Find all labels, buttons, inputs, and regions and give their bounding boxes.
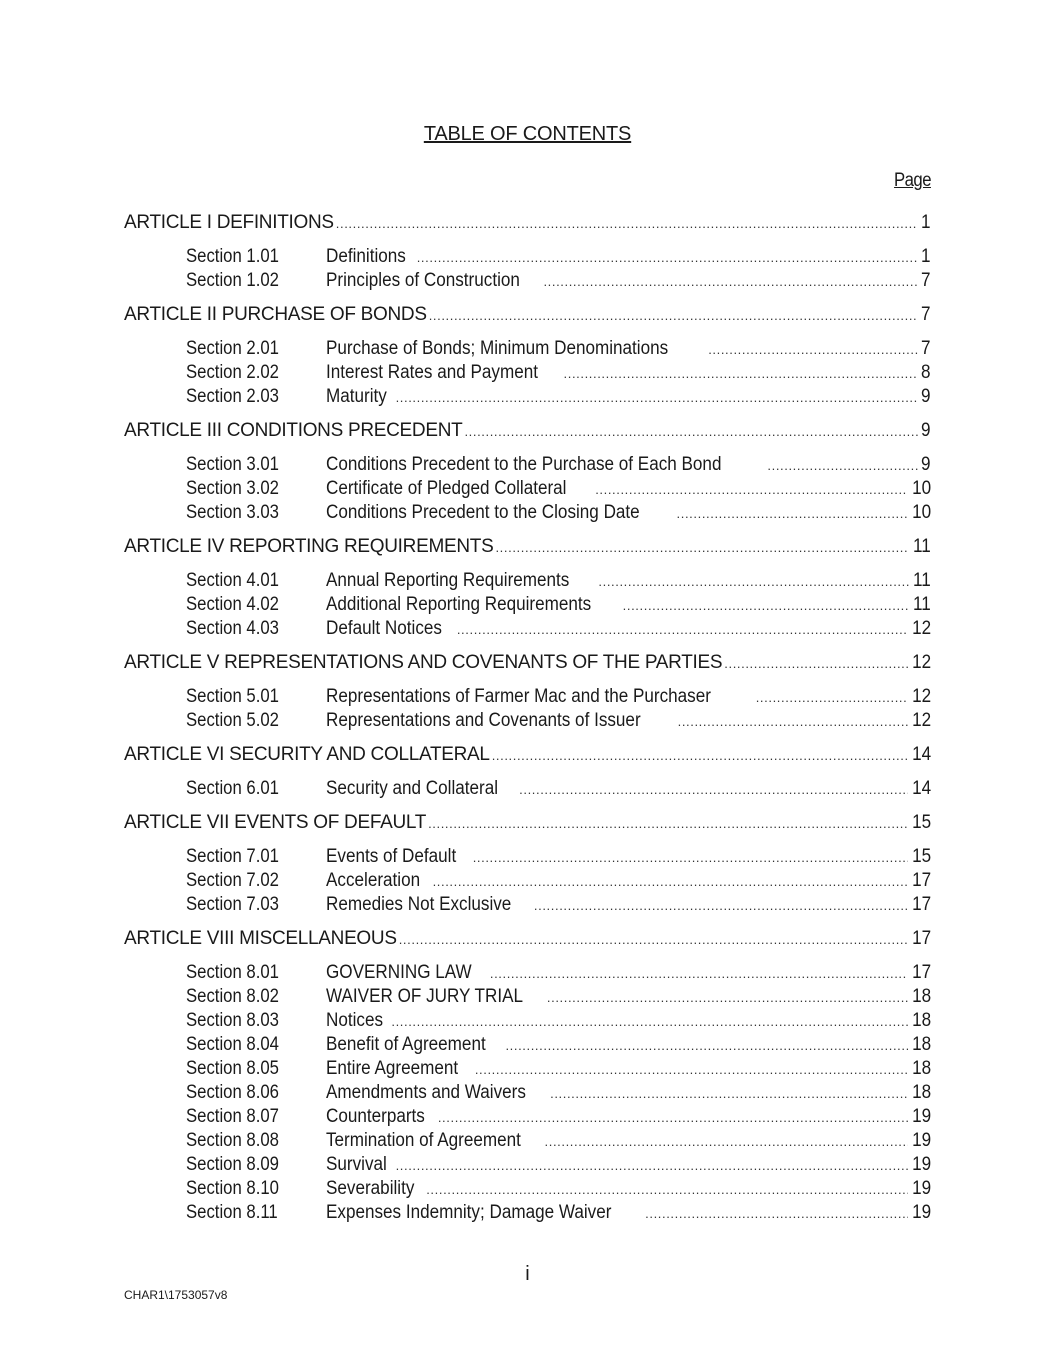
section-number: Section 2.03 [186,386,279,407]
dot-leader [464,424,918,439]
article-title: ARTICLE VII EVENTS OF DEFAULT [124,812,427,833]
article-page-number: 12 [911,652,931,673]
section-number: Section 8.11 [186,1202,278,1223]
page-number: i [525,1263,530,1285]
section-title: Default Notices [326,618,442,639]
dot-leader [490,966,908,981]
table-of-contents [124,212,931,1236]
toc-section-entry[interactable] [124,1178,931,1202]
article-title: ARTICLE II PURCHASE OF BONDS [124,304,427,325]
section-page-number: 18 [911,1010,931,1031]
section-number: Section 6.01 [186,778,279,799]
section-title: Conditions Precedent to the Purchase of Each Bond [326,454,722,475]
dot-leader [547,990,908,1005]
toc-article-entry[interactable] [124,420,931,444]
section-title: Security and Collateral [326,778,499,799]
toc-section-entry[interactable] [124,502,931,526]
section-title: Interest Rates and Payment [326,362,538,383]
section-page-number: 19 [911,1178,931,1199]
section-list [124,246,931,294]
toc-section-entry[interactable] [124,870,931,894]
section-title: Maturity [326,386,387,407]
section-number: Section 1.01 [186,246,279,267]
section-page-number: 18 [911,986,931,1007]
section-number: Section 8.09 [186,1154,279,1175]
dot-leader [429,308,919,323]
section-page-number: 9 [921,454,931,475]
section-number: Section 3.03 [186,502,279,523]
article-title: ARTICLE I DEFINITIONS [124,212,334,233]
toc-section-entry[interactable] [124,1202,931,1226]
section-title: Conditions Precedent to the Closing Date [326,502,640,523]
section-page-number: 9 [921,386,931,407]
section-number: Section 1.02 [186,270,279,291]
dot-leader [724,656,908,671]
section-title: Severability [326,1178,415,1199]
section-number: Section 8.04 [186,1034,279,1055]
section-number: Section 8.06 [186,1082,279,1103]
section-title: Termination of Agreement [326,1130,521,1151]
toc-article-entry[interactable] [124,928,931,952]
dot-leader [708,342,918,357]
article-page-number: 17 [911,928,931,949]
dot-leader [519,782,908,797]
section-number: Section 8.05 [186,1058,279,1079]
dot-leader [433,874,908,889]
section-page-number: 14 [911,778,931,799]
toc-section-entry[interactable] [124,846,931,870]
section-title: Acceleration [326,870,421,891]
toc-section-entry[interactable] [124,1130,931,1154]
toc-section-entry[interactable] [124,478,931,502]
section-page-number: 11 [913,570,931,591]
article-title: ARTICLE III CONDITIONS PRECEDENT [124,420,463,441]
toc-section-entry[interactable] [124,962,931,986]
section-number: Section 5.02 [186,710,279,731]
dot-leader [534,898,908,913]
dot-leader [543,274,918,289]
section-title: Survival [326,1154,387,1175]
section-number: Section 7.01 [186,846,279,867]
section-number: Section 3.02 [186,478,279,499]
section-list [124,454,931,526]
section-title: GOVERNING LAW [326,962,472,983]
section-title: Principles of Construction [326,270,520,291]
section-page-number: 18 [911,1082,931,1103]
dot-leader [473,850,908,865]
toc-section-entry[interactable] [124,986,931,1010]
article-page-number: 11 [913,536,931,557]
article-page-number: 9 [921,420,931,441]
toc-section-entry[interactable] [124,246,931,270]
section-title: Entire Agreement [326,1058,459,1079]
toc-section-entry[interactable] [124,338,931,362]
dot-leader [623,598,910,613]
section-title: Representations of Farmer Mac and the Purchaser [326,686,711,707]
dot-leader [396,390,919,405]
section-page-number: 18 [911,1058,931,1079]
dot-leader [677,506,908,521]
toc-section-entry[interactable] [124,618,931,642]
document-id: CHAR1\1753057v8 [124,1288,228,1302]
section-number: Section 2.02 [186,362,279,383]
article-title: ARTICLE V REPRESENTATIONS AND COVENANTS OF THE PARTIES [124,652,723,673]
dot-leader [399,932,908,947]
toc-title: TABLE OF CONTENTS [423,123,632,145]
section-list [124,962,931,1226]
dot-leader [767,458,918,473]
dot-leader [598,574,909,589]
section-page-number: 12 [911,618,931,639]
article-page-number: 14 [911,744,931,765]
section-page-number: 11 [913,594,931,615]
section-number: Section 5.01 [186,686,279,707]
section-page-number: 1 [921,246,931,267]
section-page-number: 10 [911,502,931,523]
dot-leader [475,1062,908,1077]
section-title: Annual Reporting Requirements [326,570,570,591]
toc-section-entry[interactable] [124,1154,931,1178]
section-number: Section 3.01 [186,454,279,475]
toc-section-entry[interactable] [124,710,931,734]
section-page-number: 19 [911,1106,931,1127]
article-page-number: 1 [921,212,931,233]
dot-leader [495,540,909,555]
section-title: Amendments and Waivers [326,1082,526,1103]
section-page-number: 19 [911,1130,931,1151]
toc-section-entry[interactable] [124,894,931,918]
section-list [124,846,931,918]
section-title: WAIVER OF JURY TRIAL [326,986,524,1007]
section-title: Certificate of Pledged Collateral [326,478,567,499]
section-number: Section 8.07 [186,1106,279,1127]
section-page-number: 17 [911,894,931,915]
dot-leader [426,1182,908,1197]
section-title: Expenses Indemnity; Damage Waiver [326,1202,612,1223]
toc-section-entry[interactable] [124,454,931,478]
section-number: Section 8.03 [186,1010,279,1031]
section-title: Remedies Not Exclusive [326,894,512,915]
toc-section-entry[interactable] [124,686,931,710]
page-column-header: Page [894,170,931,191]
toc-section-entry[interactable] [124,1010,931,1034]
toc-section-entry[interactable] [124,1106,931,1130]
dot-leader [756,690,908,705]
toc-section-entry[interactable] [124,386,931,410]
toc-section-entry[interactable] [124,270,931,294]
section-number: Section 8.01 [186,962,279,983]
section-number: Section 7.02 [186,870,279,891]
dot-leader [678,714,908,729]
section-page-number: 8 [921,362,931,383]
toc-article-entry[interactable] [124,212,931,236]
article-page-number: 15 [911,812,931,833]
toc-article-entry[interactable] [124,812,931,836]
toc-article-entry[interactable] [124,536,931,560]
section-title: Counterparts [326,1106,425,1127]
section-title: Purchase of Bonds; Minimum Denominations [326,338,669,359]
dot-leader [438,1110,908,1125]
dot-leader [457,622,908,637]
toc-article-entry[interactable] [124,744,931,768]
section-title: Events of Default [326,846,457,867]
article-page-number: 7 [921,304,931,325]
section-number: Section 2.01 [186,338,279,359]
section-title: Notices [326,1010,384,1031]
section-list [124,570,931,642]
dot-leader [505,1038,907,1053]
toc-section-entry[interactable] [124,778,931,802]
section-page-number: 17 [911,870,931,891]
article-title: ARTICLE IV REPORTING REQUIREMENTS [124,536,494,557]
section-page-number: 15 [911,846,931,867]
dot-leader [595,482,908,497]
section-number: Section 8.02 [186,986,279,1007]
article-title: ARTICLE VIII MISCELLANEOUS [124,928,397,949]
section-number: Section 4.02 [186,594,279,615]
toc-section-entry[interactable] [124,594,931,618]
dot-leader [550,1086,908,1101]
section-title: Definitions [326,246,406,267]
section-page-number: 10 [911,478,931,499]
section-number: Section 8.10 [186,1178,279,1199]
section-number: Section 8.08 [186,1130,279,1151]
section-list [124,778,931,802]
section-page-number: 12 [911,710,931,731]
section-number: Section 7.03 [186,894,279,915]
section-page-number: 18 [911,1034,931,1055]
section-list [124,338,931,410]
dot-leader [391,1014,908,1029]
toc-article-entry[interactable] [124,304,931,328]
toc-article-entry[interactable] [124,652,931,676]
section-number: Section 4.03 [186,618,279,639]
toc-section-entry[interactable] [124,1034,931,1058]
dot-leader [417,250,919,265]
section-page-number: 12 [911,686,931,707]
dot-leader [545,1134,908,1149]
section-page-number: 17 [911,962,931,983]
dot-leader [396,1158,908,1173]
dot-leader [564,366,919,381]
section-page-number: 19 [911,1154,931,1175]
dot-leader [428,816,908,831]
dot-leader [645,1206,908,1221]
section-title: Benefit of Agreement [326,1034,486,1055]
toc-section-entry[interactable] [124,570,931,594]
dot-leader [492,748,908,763]
section-page-number: 7 [921,270,931,291]
section-title: Additional Reporting Requirements [326,594,592,615]
section-title: Representations and Covenants of Issuer [326,710,641,731]
toc-section-entry[interactable] [124,1058,931,1082]
dot-leader [336,216,919,231]
section-list [124,686,931,734]
article-title: ARTICLE VI SECURITY AND COLLATERAL [124,744,490,765]
section-page-number: 7 [921,338,931,359]
toc-section-entry[interactable] [124,362,931,386]
section-page-number: 19 [911,1202,931,1223]
section-number: Section 4.01 [186,570,279,591]
toc-section-entry[interactable] [124,1082,931,1106]
